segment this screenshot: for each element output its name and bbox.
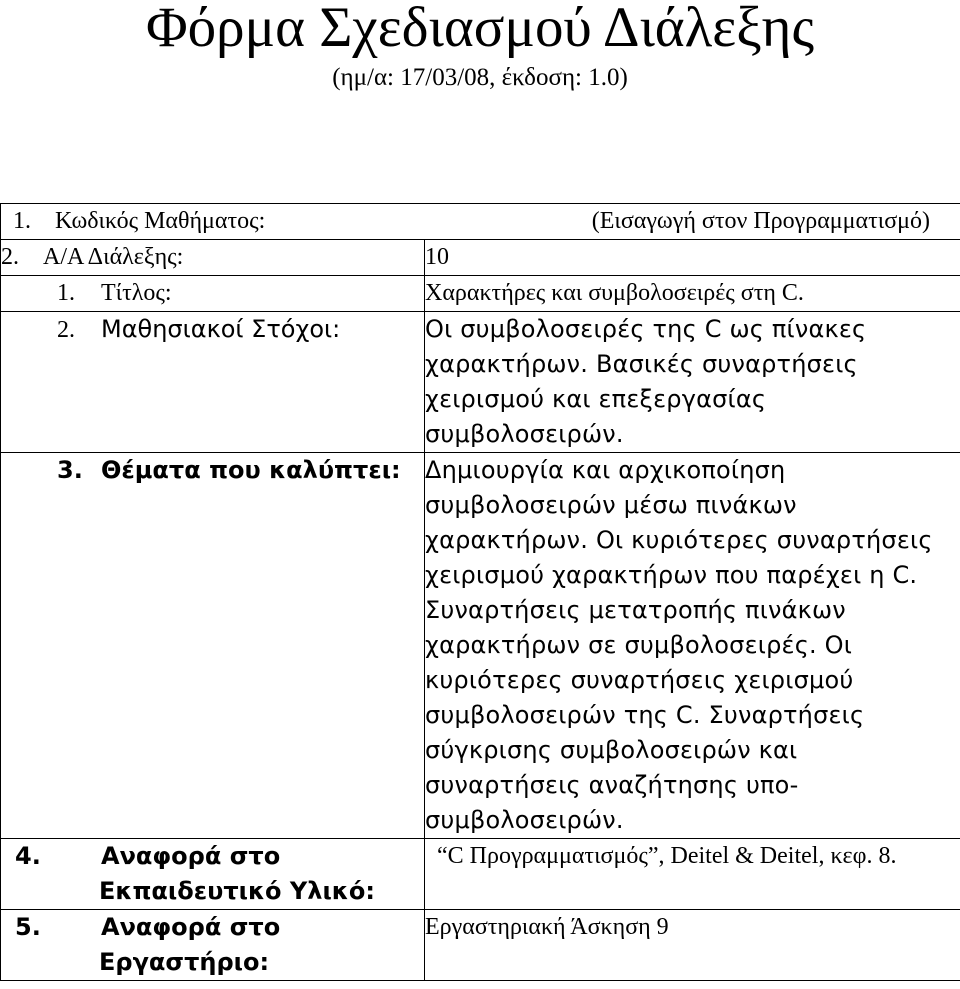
page-subtitle: (ημ/α: 17/03/08, έκδοση: 1.0) [332, 64, 628, 91]
row-number: 5. [15, 913, 41, 941]
learning-goals-value: Οι συμβολοσειρές της C ως πίνακες χαρακτήρων. Βασικές συναρτήσεις χειρισμού και επεξεργασίας συμβολοσειρών. [425, 312, 960, 453]
educational-material-label: Αναφορά στο Εκπαιδευτικό Υλικό: [99, 842, 375, 905]
form-row-title [1, 276, 960, 312]
title-label: Τίτλος: [101, 280, 172, 306]
laboratory-label: Αναφορά στο Εργαστήριο: [99, 913, 281, 976]
laboratory-value: Εργαστηριακή Άσκηση 9 [425, 910, 960, 981]
row-number: 3. [57, 456, 83, 484]
form-row-course-code [1, 204, 960, 240]
row-number: 2. [1, 244, 19, 270]
lecture-number-label-cell [1, 240, 425, 276]
educational-material-value: “C Προγραμματισμός”, Deitel & Deitel, κεφ. 8. [425, 839, 960, 910]
laboratory-label-cell [1, 910, 425, 981]
course-code-label: Κωδικός Μαθήματος: [55, 208, 266, 234]
row-number: 4. [15, 842, 41, 870]
educational-material-label-cell [1, 839, 425, 910]
form-row-lecture-number [1, 240, 960, 276]
title-label-cell [1, 276, 425, 312]
course-code-value: (Εισαγωγή στον Προγραμματισμό) [591, 208, 930, 234]
topics-value: Δημιουργία και αρχικοποίηση συμβολοσειρών μέσω πινάκων χαρακτήρων. Οι κυριότερες συναρτήσεις χειρισμού χαρακτήρων που παρέχει η C. Συναρτήσεις μετατροπής πινάκων χαρακτήρων σε συμβολοσειρές. Οι κυριότερες συναρτήσεις χειρισμού συμβολοσειρών της C. Συναρτήσεις σύγκρισης συμβολοσειρών και συναρτήσεις αναζήτησης υπο-συμβολοσειρών. [425, 453, 960, 839]
row-number: 2. [57, 317, 75, 343]
learning-goals-label-cell [1, 312, 425, 453]
page-title: Φόρμα Σχεδιασμού Διάλεξης [145, 0, 815, 59]
topics-label-cell [1, 453, 425, 839]
row-number: 1. [57, 280, 75, 306]
form-row-learning-goals [1, 312, 960, 453]
form-row-educational-material [1, 839, 960, 910]
lecture-form-table [0, 203, 960, 981]
learning-goals-label: Μαθησιακοί Στόχοι: [101, 315, 341, 343]
topics-label: Θέματα που καλύπτει: [101, 456, 401, 484]
course-code-cell [1, 204, 960, 240]
lecture-number-value: 10 [425, 240, 960, 276]
form-row-topics [1, 453, 960, 839]
row-number: 1. [13, 208, 31, 234]
title-value: Χαρακτήρες και συμβολοσειρές στη C. [425, 276, 960, 312]
lecture-number-label: Α/Α Διάλεξης: [43, 244, 184, 270]
form-row-laboratory [1, 910, 960, 981]
